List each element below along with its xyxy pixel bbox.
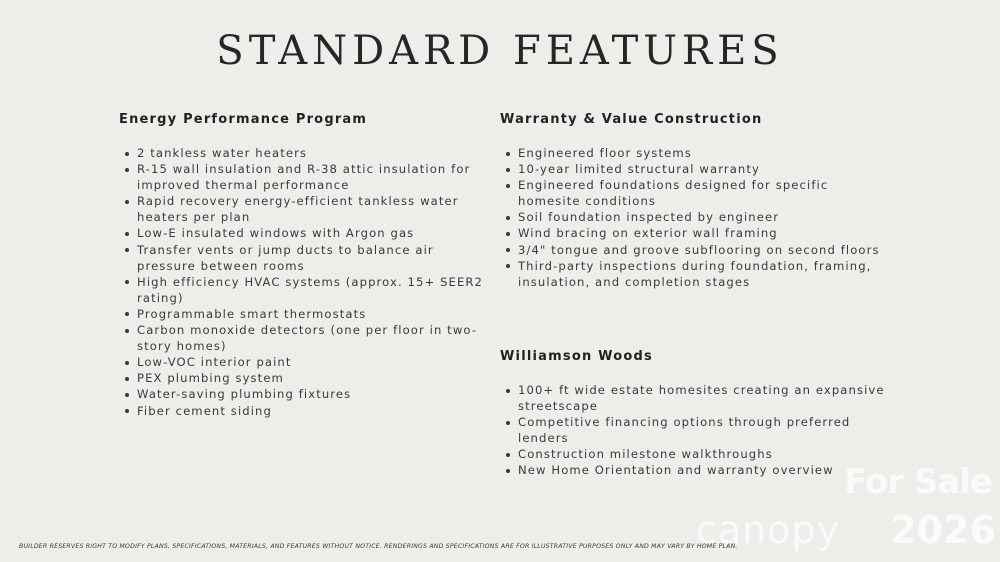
- list-item: [119, 354, 489, 370]
- bullet-icon: [506, 216, 510, 220]
- list-item-text: Fiber cement siding: [137, 403, 272, 418]
- list-item: [500, 258, 885, 290]
- bullet-icon: [125, 152, 129, 156]
- list-item-text: Water-saving plumbing fixtures: [137, 387, 352, 402]
- bullet-icon: [506, 421, 510, 425]
- bullet-icon: [506, 152, 510, 156]
- watermark-logo: canopy: [696, 508, 841, 552]
- list-item: [500, 145, 885, 161]
- list-item: [119, 193, 489, 225]
- list-item-text: R-15 wall insulation and R-38 attic insulation for improved thermal performance: [137, 162, 471, 193]
- list-item-text: 10-year limited structural warranty: [518, 162, 760, 177]
- bullet-icon: [125, 280, 129, 284]
- list-item-text: 2 tankless water heaters: [137, 146, 308, 160]
- list-item-text: Third-party inspections during foundation, framing, insulation, and completion stages: [518, 258, 872, 289]
- energy-performance-section: [119, 112, 489, 419]
- bullet-icon: [125, 361, 129, 365]
- bullet-icon: [125, 200, 129, 204]
- list-item-text: High efficiency HVAC systems (approx. 15+ SEER2 rating): [137, 274, 484, 305]
- list-item: [500, 161, 885, 177]
- bullet-icon: [506, 232, 510, 236]
- list-item-text: Low-VOC interior paint: [137, 355, 292, 370]
- list-item-text: New Home Orientation and warranty overview: [518, 463, 834, 478]
- list-item-text: Transfer vents or jump ducts to balance air pressure between rooms: [137, 242, 434, 273]
- bullet-icon: [506, 389, 510, 393]
- list-item: [119, 161, 489, 193]
- list-item: [119, 306, 489, 322]
- bullet-icon: [125, 409, 129, 413]
- list-item: [119, 403, 489, 419]
- list-item: [500, 242, 885, 258]
- section-heading: Energy Performance Program: [119, 112, 368, 127]
- list-item: [500, 209, 885, 225]
- list-item: [500, 177, 885, 209]
- section-heading: Warranty & Value Construction: [500, 112, 763, 127]
- list-item-text: Competitive financing options through preferred lenders: [518, 415, 851, 446]
- list-item: [119, 145, 489, 161]
- section-heading: Williamson Woods: [500, 349, 653, 364]
- bullet-icon: [125, 329, 129, 333]
- list-item: [119, 242, 489, 274]
- bullet-icon: [125, 168, 129, 172]
- bullet-icon: [506, 248, 510, 252]
- list-item-text: Soil foundation inspected by engineer: [518, 210, 780, 225]
- warranty-value-section: [500, 112, 885, 290]
- list-item: [119, 225, 489, 241]
- list-item-text: Low-E insulated windows with Argon gas: [137, 226, 415, 241]
- page-title: STANDARD FEATURES: [216, 28, 784, 74]
- list-item-text: Rapid recovery energy-efficient tankless water heaters per plan: [137, 194, 459, 225]
- bullet-icon: [506, 469, 510, 473]
- bullet-icon: [125, 312, 129, 316]
- list-item: [500, 382, 885, 414]
- list-item-text: 100+ ft wide estate homesites creating an expansive streetscape: [518, 383, 885, 414]
- list-item: [500, 414, 885, 446]
- feature-list: [500, 382, 885, 479]
- list-item-text: 3/4" tongue and groove subflooring on second floors: [518, 242, 880, 257]
- list-item: [119, 322, 489, 354]
- list-item: [119, 386, 489, 402]
- feature-list: [119, 145, 489, 419]
- bullet-icon: [506, 168, 510, 172]
- list-item-text: Engineered floor systems: [518, 146, 692, 160]
- feature-list: [500, 145, 885, 290]
- williamson-woods-section: [500, 349, 885, 479]
- bullet-icon: [506, 453, 510, 457]
- list-item-text: Engineered foundations designed for specific homesite conditions: [518, 178, 829, 209]
- bullet-icon: [125, 377, 129, 381]
- watermark-year: 2026: [890, 508, 996, 552]
- list-item-text: Carbon monoxide detectors (one per floor in two-story homes): [137, 323, 478, 354]
- list-item: [500, 225, 885, 241]
- list-item: [119, 274, 489, 306]
- bullet-icon: [125, 393, 129, 397]
- list-item-text: Wind bracing on exterior wall framing: [518, 226, 778, 241]
- list-item: [500, 446, 885, 462]
- list-item: [500, 462, 885, 478]
- bullet-icon: [506, 184, 510, 188]
- bullet-icon: [506, 264, 510, 268]
- disclaimer-text: BUILDER RESERVES RIGHT TO MODIFY PLANS, SPECIFICATIONS, MATERIALS, AND FEATURES WITHOUT NOTICE. RENDERINGS AND SPECIFICATIONS ARE FOR ILLUSTRATIVE PURPOSES ONLY AND MAY VARY BY HOME PLAN.: [19, 543, 738, 550]
- watermark-for-sale: For Sale: [844, 462, 992, 502]
- list-item-text: Construction milestone walkthroughs: [518, 447, 773, 462]
- list-item-text: PEX plumbing system: [137, 371, 284, 386]
- list-item: [119, 370, 489, 386]
- list-item-text: Programmable smart thermostats: [137, 306, 367, 321]
- bullet-icon: [125, 248, 129, 252]
- bullet-icon: [125, 232, 129, 236]
